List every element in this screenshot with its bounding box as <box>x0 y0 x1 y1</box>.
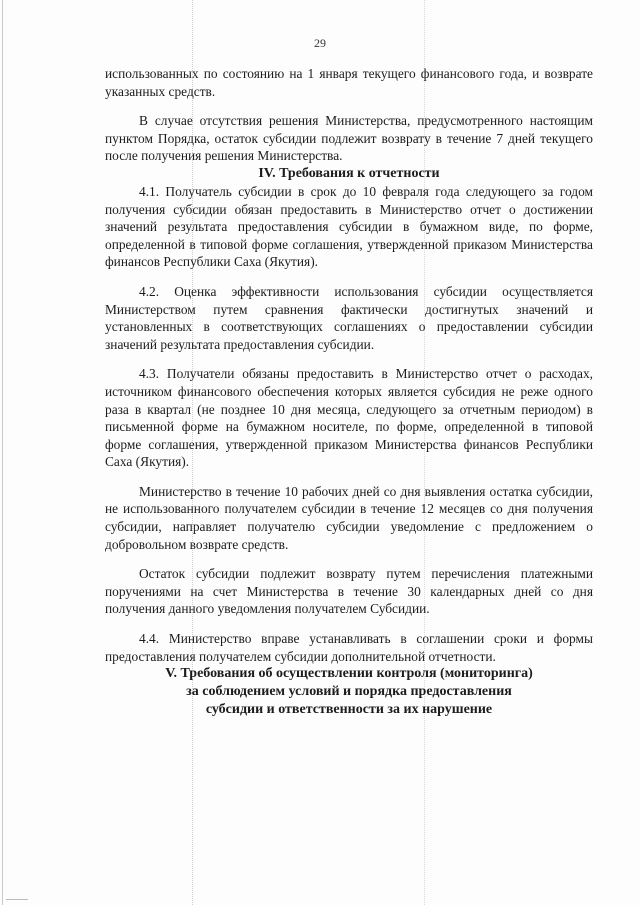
scan-artifact <box>6 899 28 900</box>
document-body <box>105 65 593 719</box>
paragraph-remainder-return: Остаток субсидии подлежит возврату путем перечисления платежными поручениями на счет Министерства в течение 30 календарных дней со дня получения данного уведомления получателем Субсидии. <box>105 566 593 617</box>
paragraph-continuation: использованных по состоянию на 1 января текущего финансового года, и возврате указанных средств. <box>105 66 593 99</box>
section-5-title <box>105 665 593 719</box>
paragraph-4-1: 4.1. Получатель субсидии в срок до 10 февраля года следующего за годом получения субсидии обязан предоставить в Министерство отчет о достижении значений результата предоставления субсидии в бумажном виде, по форме, определенной в типовой форме соглашения, утвержденной приказом Министерства финансов Республики Саха (Якутия). <box>105 183 593 270</box>
section-5-title-line-1: V. Требования об осуществлении контроля (мониторинга) <box>165 666 533 682</box>
paragraph-notification: Министерство в течение 10 рабочих дней со дня выявления остатка субсидии, не использованного получателем субсидии в течение 12 месяцев со дня получения субсидии, направляет получателю субсидии уведомление с предложением о добровольном возврате средств. <box>105 483 593 552</box>
page-number: 29 <box>314 36 326 50</box>
paragraph-4-2: 4.2. Оценка эффективности использования субсидии осуществляется Министерством путем сравнения фактически достигнутых значений и установленных в соответствующих соглашениях о предоставлении субсидии значений результата предоставления субсидии. <box>105 283 593 352</box>
section-5-title-line-2: за соблюдением условий и порядка предоставления <box>186 684 512 700</box>
scan-edge <box>2 0 3 905</box>
paragraph-4-4: 4.4. Министерство вправе устанавливать в соглашении сроки и формы предоставления получателем субсидии дополнительной отчетности. <box>105 631 593 664</box>
section-5-title-line-3: субсидии и ответственности за их нарушение <box>205 702 493 718</box>
paragraph-return-condition: В случае отсутствия решения Министерства, предусмотренного настоящим пунктом Порядка, остаток субсидии подлежит возврату в течение 7 дней текущего после получения решения Министерства. <box>105 113 593 164</box>
section-4-title: IV. Требования к отчетности <box>258 165 440 181</box>
paragraph-4-3: 4.3. Получатели обязаны предоставить в Министерство отчет о расходах, источником финансового обеспечения которых является субсидия не реже одного раза в квартал (не позднее 10 дня месяца, следующего за отчетным периодом) в письменной форме на бумажном носителе, по форме, определенной в типовой форме соглашения, утвержденной приказом Министерства финансов Республики Саха (Якутия). <box>105 366 593 470</box>
